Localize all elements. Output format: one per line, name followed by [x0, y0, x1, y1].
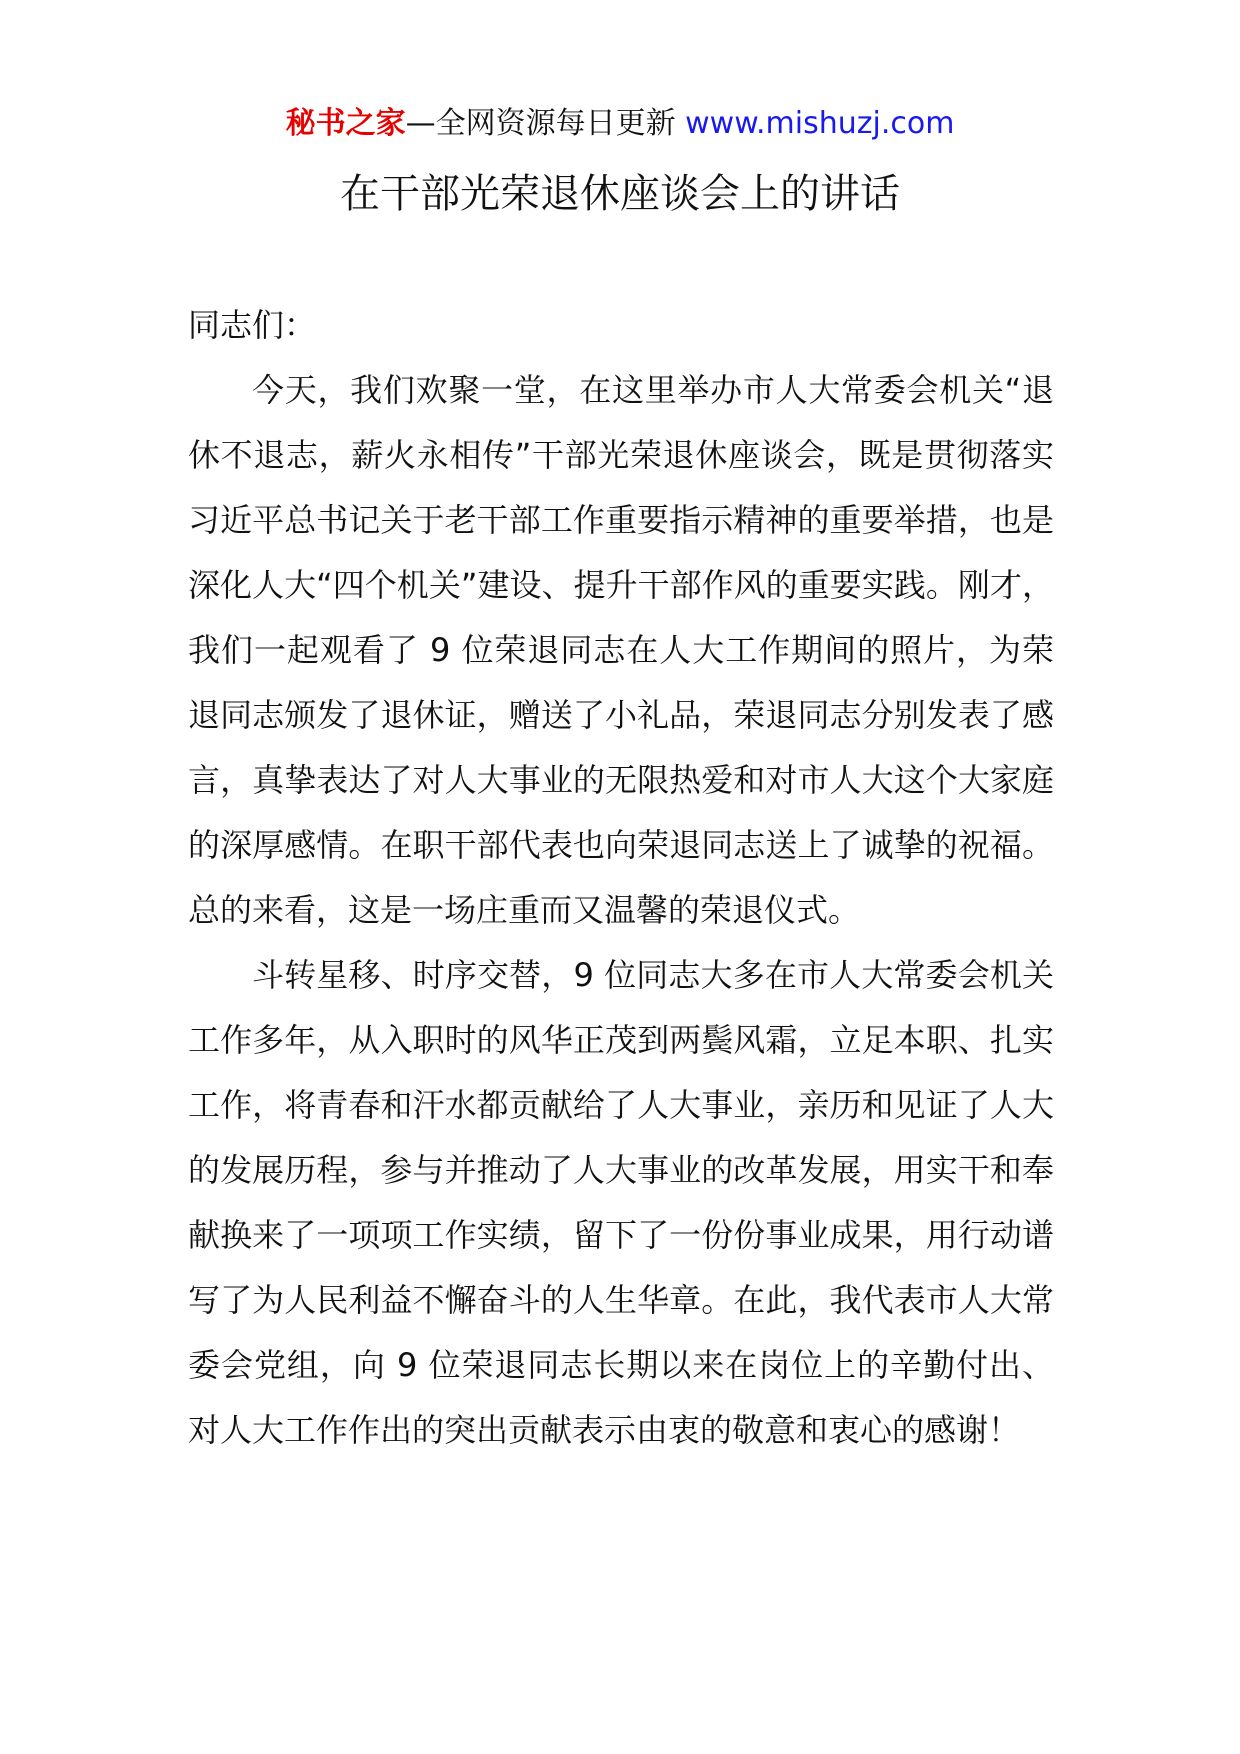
document-title: 在干部光荣退休座谈会上的讲话: [340, 171, 900, 217]
site-name: 秘书之家: [285, 106, 406, 141]
salutation: 同志们：: [188, 306, 317, 344]
body-paragraph-2: 斗转星移、时序交替，9 位同志大多在市人大常委会机关工作多年，从入职时的风华正茂到两鬓风霜，立足本职、扎实工作，将青春和汗水都贡献给了人大事业，亲历和见证了人大的发展历程，参与并推动了人大事业的改革发展，用实干和奉献换来了一项项工作实绩，留下了一份份事业成果，用行动谱写了为人民利益不懈奋斗的人生华章。在此，我代表市人大常委会党组，向 9 位荣退同志长期以来在岗位上的辛勤付出、对人大工作作出的突出贡献表示由衷的敬意和衷心的感谢！: [188, 956, 1054, 1449]
site-url-link[interactable]: www.mishuzj.com: [685, 106, 955, 141]
body-paragraph-1: 今天，我们欢聚一堂，在这里举办市人大常委会机关“退休不退志，薪火永相传”干部光荣退休座谈会，既是贯彻落实习近平总书记关于老干部工作重要指示精神的重要举措，也是深化人大“四个机关”建设、提升干部作风的重要实践。刚才，我们一起观看了 9 位荣退同志在人大工作期间的照片，为荣退同志颁发了退休证，赠送了小礼品，荣退同志分别发表了感言，真挚表达了对人大事业的无限热爱和对市人大这个大家庭的深厚感情。在职干部代表也向荣退同志送上了诚挚的祝福。总的来看，这是一场庄重而又温馨的荣退仪式。: [188, 371, 1054, 929]
site-header: [0, 104, 1240, 144]
site-tagline: —全网资源每日更新: [405, 106, 676, 141]
document-body: [188, 293, 1054, 1463]
